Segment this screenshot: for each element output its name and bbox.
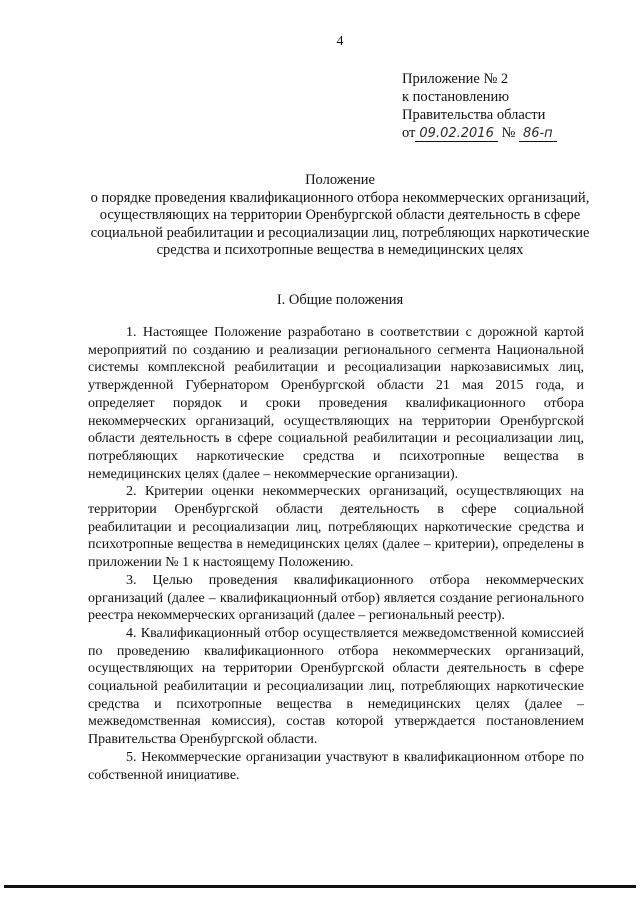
paragraph: 5. Некоммерческие организации участвуют в квалификационном отборе по собственной инициативе. (88, 749, 584, 783)
paragraph: 1. Настоящее Положение разработано в соответствии с дорожной картой мероприятий по созданию и реализации регионального сегмента Национальной системы комплексной реабилитации и ресоциализации наркозависимых лиц, утвержденной Губернатором Оренбургской области 21 мая 2015 года, и определяет порядок и сроки проведения квалификационного отбора некоммерческих организаций, осуществляющих на территории Оренбургской области деятельность в сфере социальной реабилитации и ресоциализации лиц, потребляющих наркотические средства и психотропные вещества в немедицинских целях (далее – некоммерческие организации). (88, 325, 584, 482)
document-subtitle: о порядке проведения квалификационного отбора некоммерческих организаций, осуществляющих на территории Оренбургской области деятельность в сфере социальной реабилитации и ресоциализации лиц, потребляющих наркотические средства и психотропные вещества в немедицинских целях (90, 189, 590, 259)
appendix-block (402, 70, 557, 142)
number-label: № (501, 125, 516, 141)
appendix-title: Приложение № 2 (402, 71, 509, 87)
section-heading: I. Общие положения (276, 292, 404, 308)
appendix-date-line (402, 124, 557, 142)
appendix-decree-ref: к постановлению (402, 89, 510, 105)
handwritten-number: 86-п (519, 126, 557, 142)
page-number: 4 (336, 34, 344, 49)
document-title-block (90, 172, 590, 260)
paragraph: 4. Квалификационный отбор осуществляется межведомственной комиссией по проведению квалификационного отбора некоммерческих организаций, осуществляющих на территории Оренбургской области деятельность в сфере социальной реабилитации и ресоциализации лиц, потребляющих наркотические средства и психотропные вещества в немедицинских целях (далее – межведомственная комиссия), состав которой утверждается постановлением Правительства Оренбургской области. (88, 625, 584, 748)
bottom-divider (4, 885, 636, 888)
paragraph: 3. Целью проведения квалификационного отбора некоммерческих организаций (далее – квалификационный отбор) является создание регионального реестра некоммерческих организаций (далее – региональный реестр). (88, 572, 584, 624)
from-label: от (402, 125, 416, 141)
handwritten-date: 09.02.2016 (415, 126, 497, 142)
paragraph: 2. Критерии оценки некоммерческих организаций, осуществляющих на территории Оренбургской области деятельность в сфере социальной реабилитации и ресоциализации лиц, потребляющих наркотические средства и психотропные вещества в немедицинских целях (далее – критерии), определены в приложении № 1 к настоящему Положению. (88, 484, 584, 571)
document-body (88, 324, 584, 784)
document-title: Положение (305, 172, 375, 188)
appendix-authority: Правительства области (402, 107, 546, 123)
